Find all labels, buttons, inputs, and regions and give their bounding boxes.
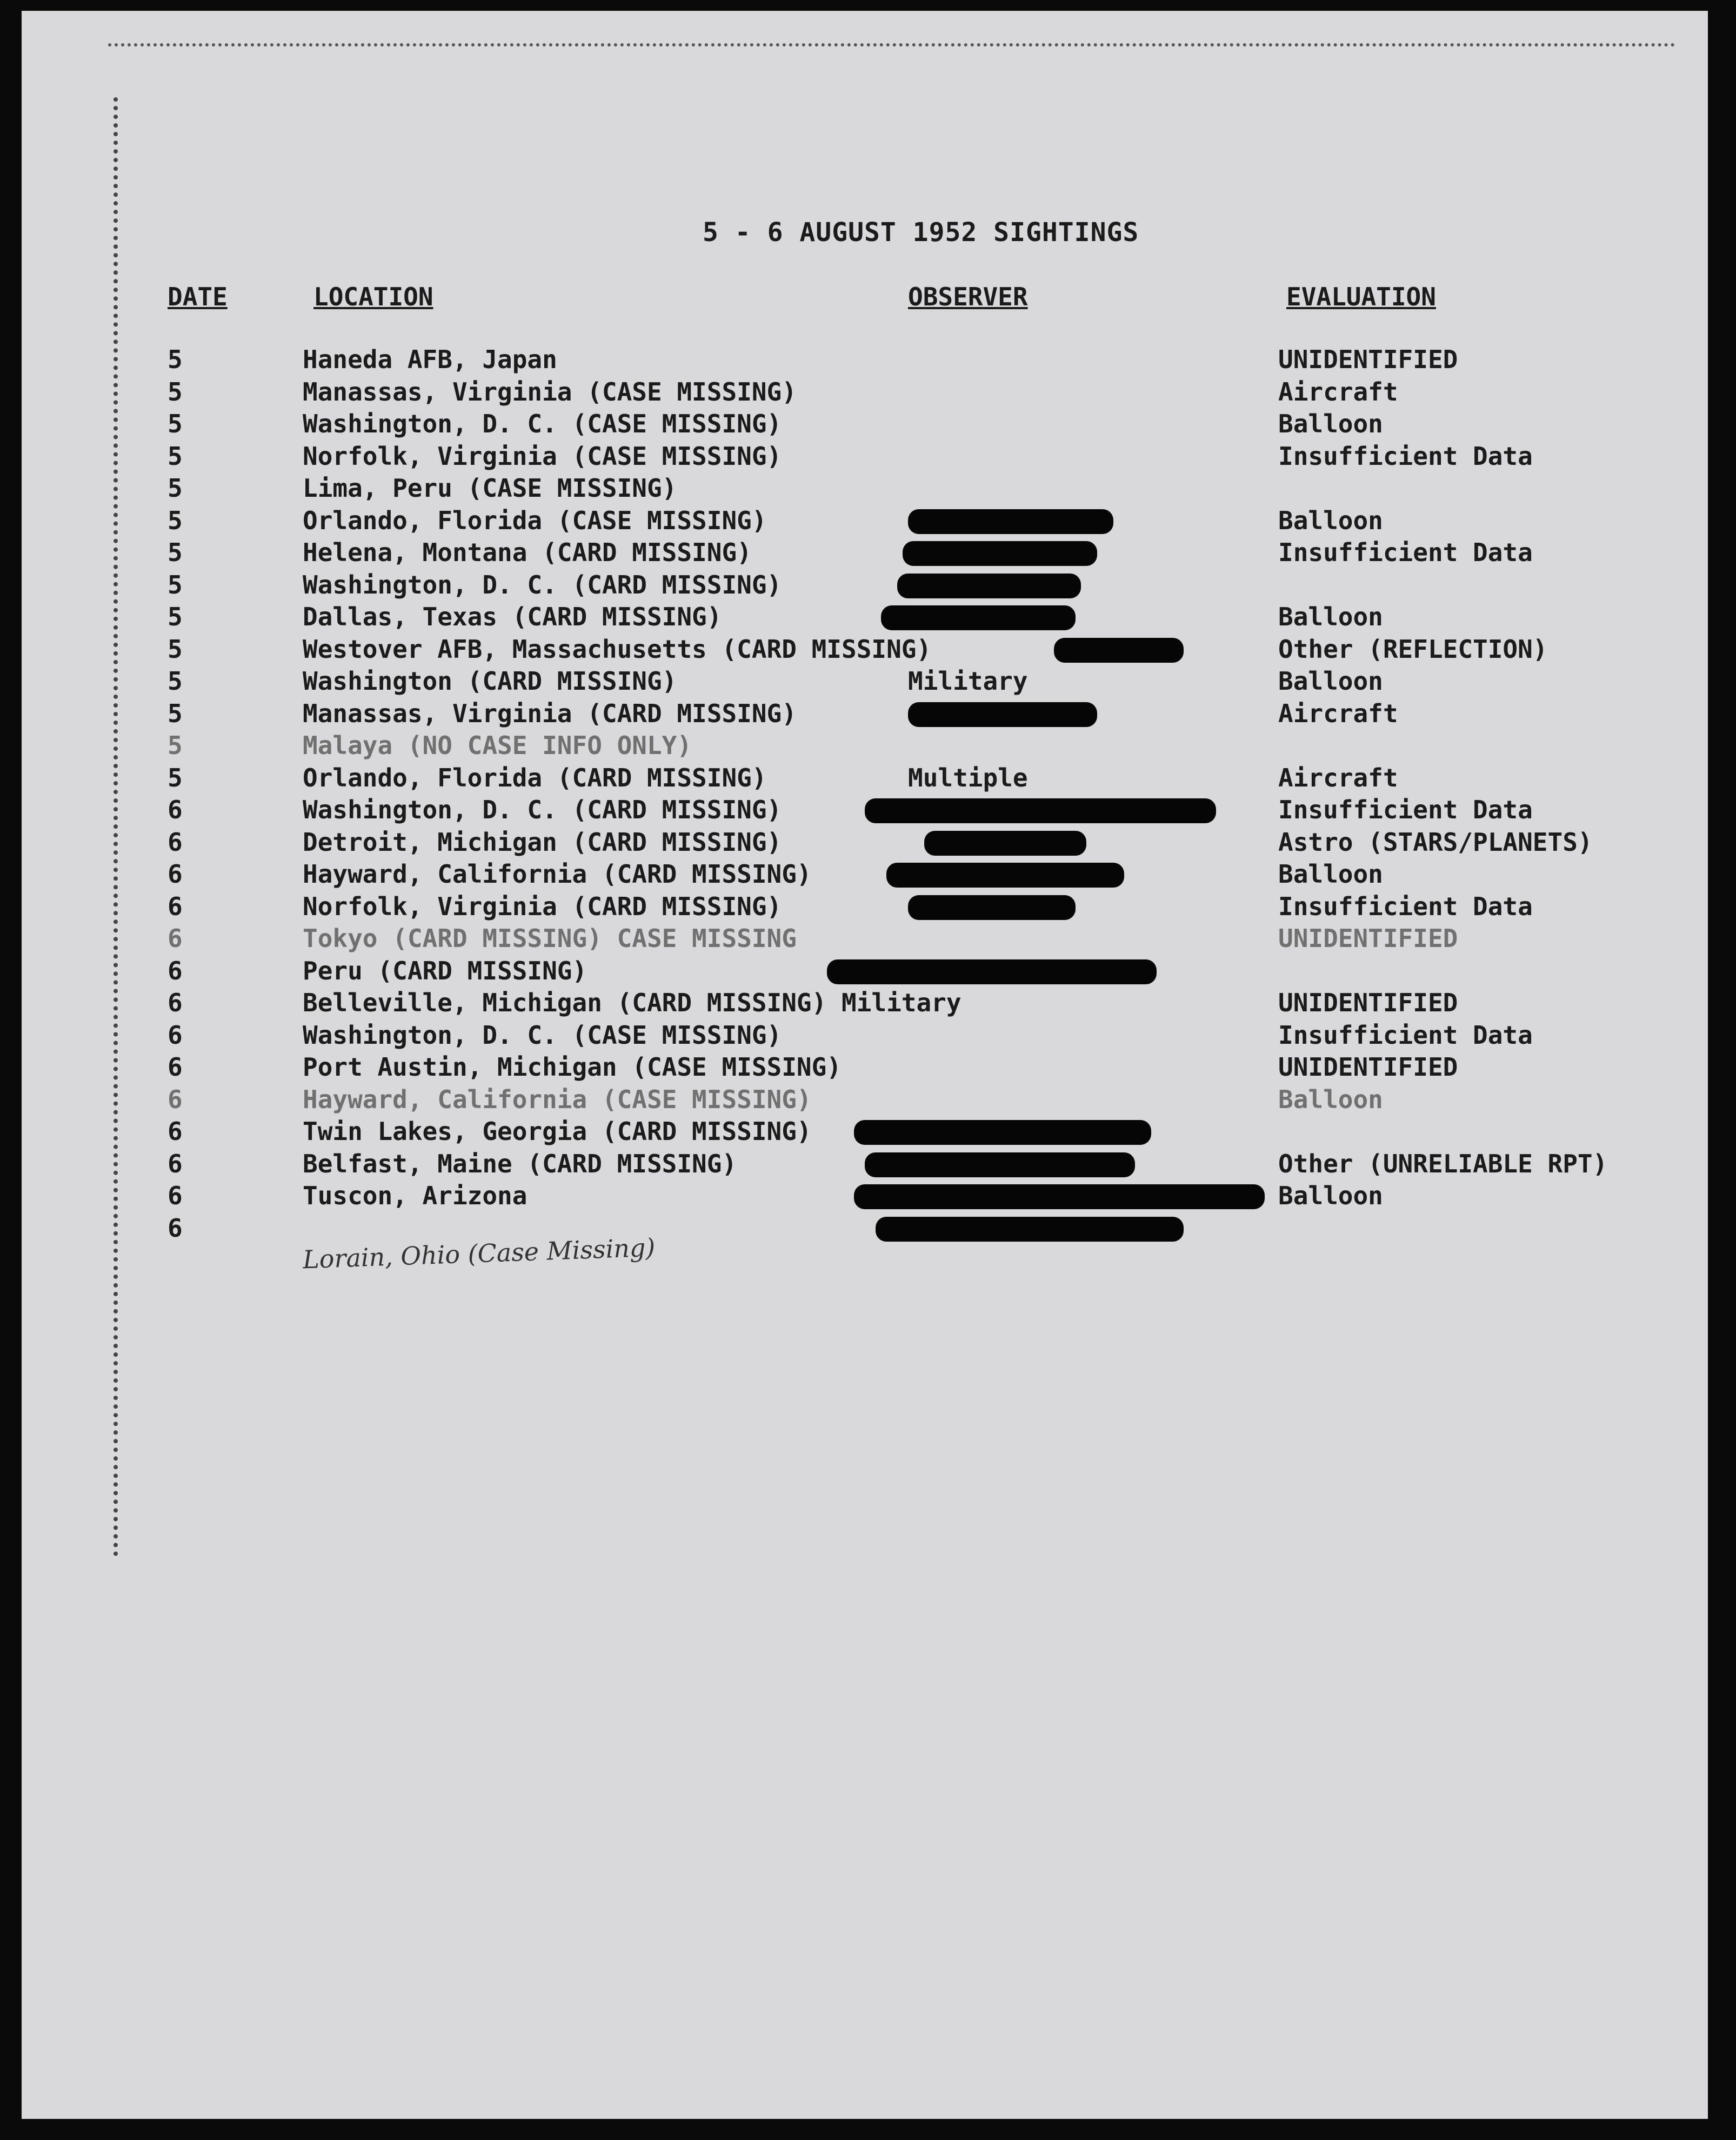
redaction-bar xyxy=(908,702,1097,727)
row-evaluation: Balloon xyxy=(1278,666,1383,696)
row-date: 6 xyxy=(168,1181,183,1210)
row-location: Manassas, Virginia (CASE MISSING) xyxy=(303,377,797,406)
document-page xyxy=(22,11,1708,2119)
row-date: 6 xyxy=(168,1084,183,1114)
table-row xyxy=(22,956,1697,986)
row-date: 6 xyxy=(168,956,183,985)
row-date: 5 xyxy=(168,570,183,599)
redaction-bar xyxy=(876,1217,1184,1242)
row-observer: Military xyxy=(908,666,1028,696)
row-location: Detroit, Michigan (CARD MISSING) xyxy=(303,827,782,857)
table-row xyxy=(22,699,1697,729)
redaction-bar xyxy=(881,605,1076,630)
row-evaluation: UNIDENTIFIED xyxy=(1278,924,1458,953)
redaction-bar xyxy=(827,959,1157,984)
document-title: 5 - 6 AUGUST 1952 SIGHTINGS xyxy=(703,217,1139,248)
row-date: 6 xyxy=(168,1117,183,1146)
row-location: Washington, D. C. (CARD MISSING) xyxy=(303,570,782,599)
redaction-bar xyxy=(903,541,1097,566)
row-date: 5 xyxy=(168,666,183,696)
table-row xyxy=(22,892,1697,922)
row-location: Dallas, Texas (CARD MISSING) xyxy=(303,602,722,631)
redaction-bar xyxy=(854,1184,1265,1209)
row-evaluation: Balloon xyxy=(1278,409,1383,438)
table-row xyxy=(22,602,1697,632)
row-evaluation: Balloon xyxy=(1278,1084,1383,1114)
redaction-bar xyxy=(886,863,1124,888)
row-location: Norfolk, Virginia (CASE MISSING) xyxy=(303,441,782,471)
row-evaluation: Insufficient Data xyxy=(1278,441,1533,471)
row-evaluation: Insufficient Data xyxy=(1278,795,1533,824)
row-location: Hayward, California (CASE MISSING) xyxy=(303,1084,812,1114)
row-date: 5 xyxy=(168,634,183,664)
table-row xyxy=(22,924,1697,954)
row-evaluation: Balloon xyxy=(1278,1181,1383,1210)
table-row xyxy=(22,988,1697,1018)
table-row xyxy=(22,409,1697,439)
row-date: 6 xyxy=(168,1149,183,1178)
row-evaluation: Balloon xyxy=(1278,859,1383,889)
row-location: Hayward, California (CARD MISSING) xyxy=(303,859,812,889)
row-location: Port Austin, Michigan (CASE MISSING) xyxy=(303,1052,842,1082)
row-location: Haneda AFB, Japan xyxy=(303,345,557,374)
table-row xyxy=(22,442,1697,472)
row-location: Belfast, Maine (CARD MISSING) xyxy=(303,1149,737,1178)
row-evaluation: Aircraft xyxy=(1278,763,1398,792)
row-location: Helena, Montana (CARD MISSING) xyxy=(303,538,752,567)
row-location: Norfolk, Virginia (CARD MISSING) xyxy=(303,891,782,921)
table-row xyxy=(22,538,1697,568)
row-location: Washington, D. C. (CARD MISSING) xyxy=(303,795,782,824)
row-date: 5 xyxy=(168,538,183,567)
row-date: 5 xyxy=(168,409,183,438)
row-location: Orlando, Florida (CASE MISSING) xyxy=(303,505,767,535)
row-evaluation: Other (REFLECTION) xyxy=(1278,634,1548,664)
row-date: 5 xyxy=(168,505,183,535)
row-evaluation: Astro (STARS/PLANETS) xyxy=(1278,827,1593,857)
row-location: Belleville, Michigan (CARD MISSING) Military xyxy=(303,988,962,1017)
redaction-bar xyxy=(1054,638,1184,663)
table-row xyxy=(22,474,1697,504)
table-row xyxy=(22,345,1697,375)
table-row xyxy=(22,635,1697,665)
row-location: Washington (CARD MISSING) xyxy=(303,666,677,696)
row-location: Tokyo (CARD MISSING) CASE MISSING xyxy=(303,924,797,953)
row-evaluation: UNIDENTIFIED xyxy=(1278,1052,1458,1082)
table-row xyxy=(22,506,1697,536)
table-row xyxy=(22,828,1697,858)
row-evaluation: Insufficient Data xyxy=(1278,891,1533,921)
table-row xyxy=(22,859,1697,890)
redaction-bar xyxy=(865,798,1216,823)
row-date: 6 xyxy=(168,891,183,921)
row-evaluation: Insufficient Data xyxy=(1278,1020,1533,1050)
row-date: 5 xyxy=(168,731,183,760)
table-row xyxy=(22,763,1697,794)
redaction-bar xyxy=(924,831,1086,856)
row-location: Westover AFB, Massachusetts (CARD MISSING) xyxy=(303,634,932,664)
table-row xyxy=(22,1117,1697,1147)
row-date: 6 xyxy=(168,1213,183,1243)
row-date: 6 xyxy=(168,1052,183,1082)
table-row xyxy=(22,666,1697,697)
header-date: DATE xyxy=(168,282,228,311)
row-date: 5 xyxy=(168,474,183,503)
row-date: 6 xyxy=(168,859,183,889)
table-row xyxy=(22,1149,1697,1179)
header-evaluation: EVALUATION xyxy=(1286,282,1436,311)
row-evaluation: Aircraft xyxy=(1278,698,1398,728)
table-row xyxy=(22,1052,1697,1083)
row-evaluation: Balloon xyxy=(1278,505,1383,535)
table-row xyxy=(22,795,1697,825)
redaction-bar xyxy=(865,1152,1135,1177)
row-date: 5 xyxy=(168,345,183,374)
row-location: Orlando, Florida (CARD MISSING) xyxy=(303,763,767,792)
row-location: Tuscon, Arizona xyxy=(303,1181,528,1210)
row-evaluation: Other (UNRELIABLE RPT) xyxy=(1278,1149,1608,1178)
row-date: 6 xyxy=(168,795,183,824)
row-location: Malaya (NO CASE INFO ONLY) xyxy=(303,731,692,760)
row-location: Lima, Peru (CASE MISSING) xyxy=(303,474,677,503)
row-evaluation: Insufficient Data xyxy=(1278,538,1533,567)
handwritten-note: Lorain, Ohio (Case Missing) xyxy=(302,1232,656,1275)
table-row xyxy=(22,377,1697,408)
row-location: Washington, D. C. (CASE MISSING) xyxy=(303,1020,782,1050)
row-location: Manassas, Virginia (CARD MISSING) xyxy=(303,698,797,728)
table-row xyxy=(22,570,1697,601)
row-date: 5 xyxy=(168,698,183,728)
row-evaluation: Balloon xyxy=(1278,602,1383,631)
row-date: 6 xyxy=(168,988,183,1017)
table-row xyxy=(22,1181,1697,1211)
row-evaluation: UNIDENTIFIED xyxy=(1278,345,1458,374)
top-rule xyxy=(108,43,1675,46)
redaction-bar xyxy=(908,895,1076,920)
row-date: 5 xyxy=(168,602,183,631)
row-evaluation: UNIDENTIFIED xyxy=(1278,988,1458,1017)
redaction-bar xyxy=(897,574,1081,598)
table-row xyxy=(22,1085,1697,1115)
redaction-bar xyxy=(908,509,1113,534)
table-row xyxy=(22,1021,1697,1051)
row-date: 5 xyxy=(168,763,183,792)
table-row xyxy=(22,731,1697,761)
row-date: 6 xyxy=(168,924,183,953)
row-evaluation: Aircraft xyxy=(1278,377,1398,406)
redaction-bar xyxy=(854,1120,1151,1145)
header-observer: OBSERVER xyxy=(908,282,1028,311)
table-row xyxy=(22,1214,1697,1244)
row-location: Washington, D. C. (CASE MISSING) xyxy=(303,409,782,438)
row-observer: Multiple xyxy=(908,763,1028,792)
row-location: Twin Lakes, Georgia (CARD MISSING) xyxy=(303,1117,812,1146)
row-date: 6 xyxy=(168,1020,183,1050)
header-location: LOCATION xyxy=(313,282,433,311)
row-date: 5 xyxy=(168,441,183,471)
row-date: 5 xyxy=(168,377,183,406)
row-date: 6 xyxy=(168,827,183,857)
row-location: Peru (CARD MISSING) xyxy=(303,956,587,985)
